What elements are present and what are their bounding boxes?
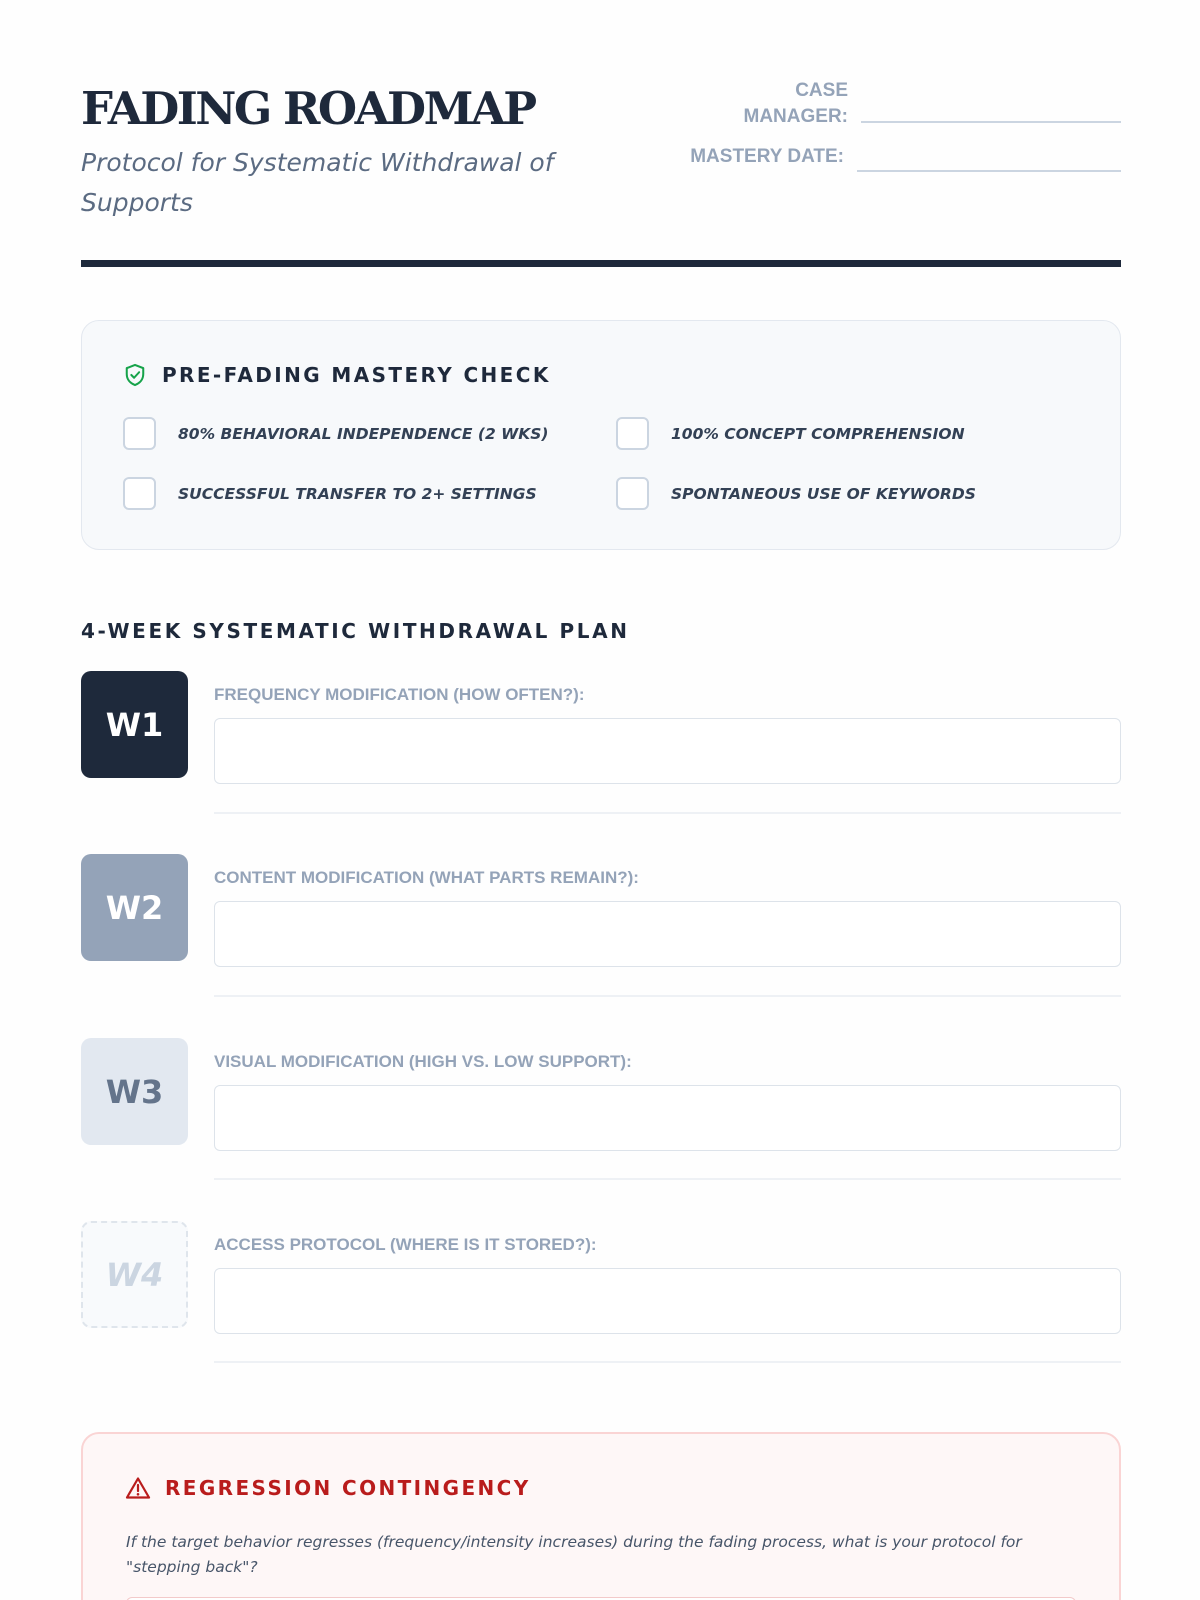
case-manager-label-line1: CASE [795,80,848,101]
week-2-badge: W2 [81,854,188,961]
mastery-check-label: 80% BEHAVIORAL INDEPENDENCE (2 WKS) [178,424,549,443]
week-4-badge: W4 [81,1221,188,1328]
checkbox[interactable] [616,417,649,450]
mastery-check-item[interactable] [616,417,965,450]
mastery-check-title: PRE-FADING MASTERY CHECK [162,363,551,387]
plan-title: 4-WEEK SYSTEMATIC WITHDRAWAL PLAN [81,619,630,643]
mastery-date-label: MASTERY DATE: [690,146,844,167]
case-manager-label [661,78,848,130]
mastery-check-item[interactable] [616,477,976,510]
header-divider [81,260,1121,267]
week-3-divider [214,1178,1121,1180]
week-1-badge: W1 [81,671,188,778]
mastery-check-item[interactable] [123,417,548,450]
case-manager-field[interactable] [861,121,1121,123]
week-2-label: CONTENT MODIFICATION (WHAT PARTS REMAIN?): [214,868,639,887]
page-title: FADING ROADMAP [81,82,535,135]
week-2-input[interactable] [214,901,1121,967]
mastery-date-field[interactable] [857,170,1121,172]
checkbox[interactable] [616,477,649,510]
regression-prompt: If the target behavior regresses (frequency/intensity increases) during the fading process, what is your protocol for "stepping back"? [126,1533,1022,1576]
week-3-badge: W3 [81,1038,188,1145]
mastery-check-item[interactable] [123,477,537,510]
week-4-divider [214,1361,1121,1363]
mastery-check-card [81,320,1121,550]
week-1-input[interactable] [214,718,1121,784]
fading-roadmap-page [81,0,1121,1600]
warning-triangle-icon [125,1476,151,1500]
mastery-check-label: SPONTANEOUS USE OF KEYWORDS [671,484,976,503]
checkbox[interactable] [123,477,156,510]
week-4-input[interactable] [214,1268,1121,1334]
week-3-input[interactable] [214,1085,1121,1151]
case-manager-label-line2: MANAGER: [743,106,848,127]
shield-check-icon [124,363,146,387]
mastery-check-heading [124,363,551,387]
week-1-label: FREQUENCY MODIFICATION (HOW OFTEN?): [214,685,585,704]
regression-card [81,1432,1121,1600]
mastery-check-label: SUCCESSFUL TRANSFER TO 2+ SETTINGS [178,484,537,503]
regression-title: REGRESSION CONTINGENCY [165,1476,531,1500]
week-3-label: VISUAL MODIFICATION (HIGH VS. LOW SUPPORT): [214,1052,632,1071]
page-subtitle: Protocol for Systematic Withdrawal of Supports [81,148,554,217]
regression-heading [125,1476,531,1500]
week-1-divider [214,812,1121,814]
mastery-check-label: 100% CONCEPT COMPREHENSION [671,424,965,443]
checkbox[interactable] [123,417,156,450]
week-4-label: ACCESS PROTOCOL (WHERE IS IT STORED?): [214,1235,597,1254]
week-2-divider [214,995,1121,997]
